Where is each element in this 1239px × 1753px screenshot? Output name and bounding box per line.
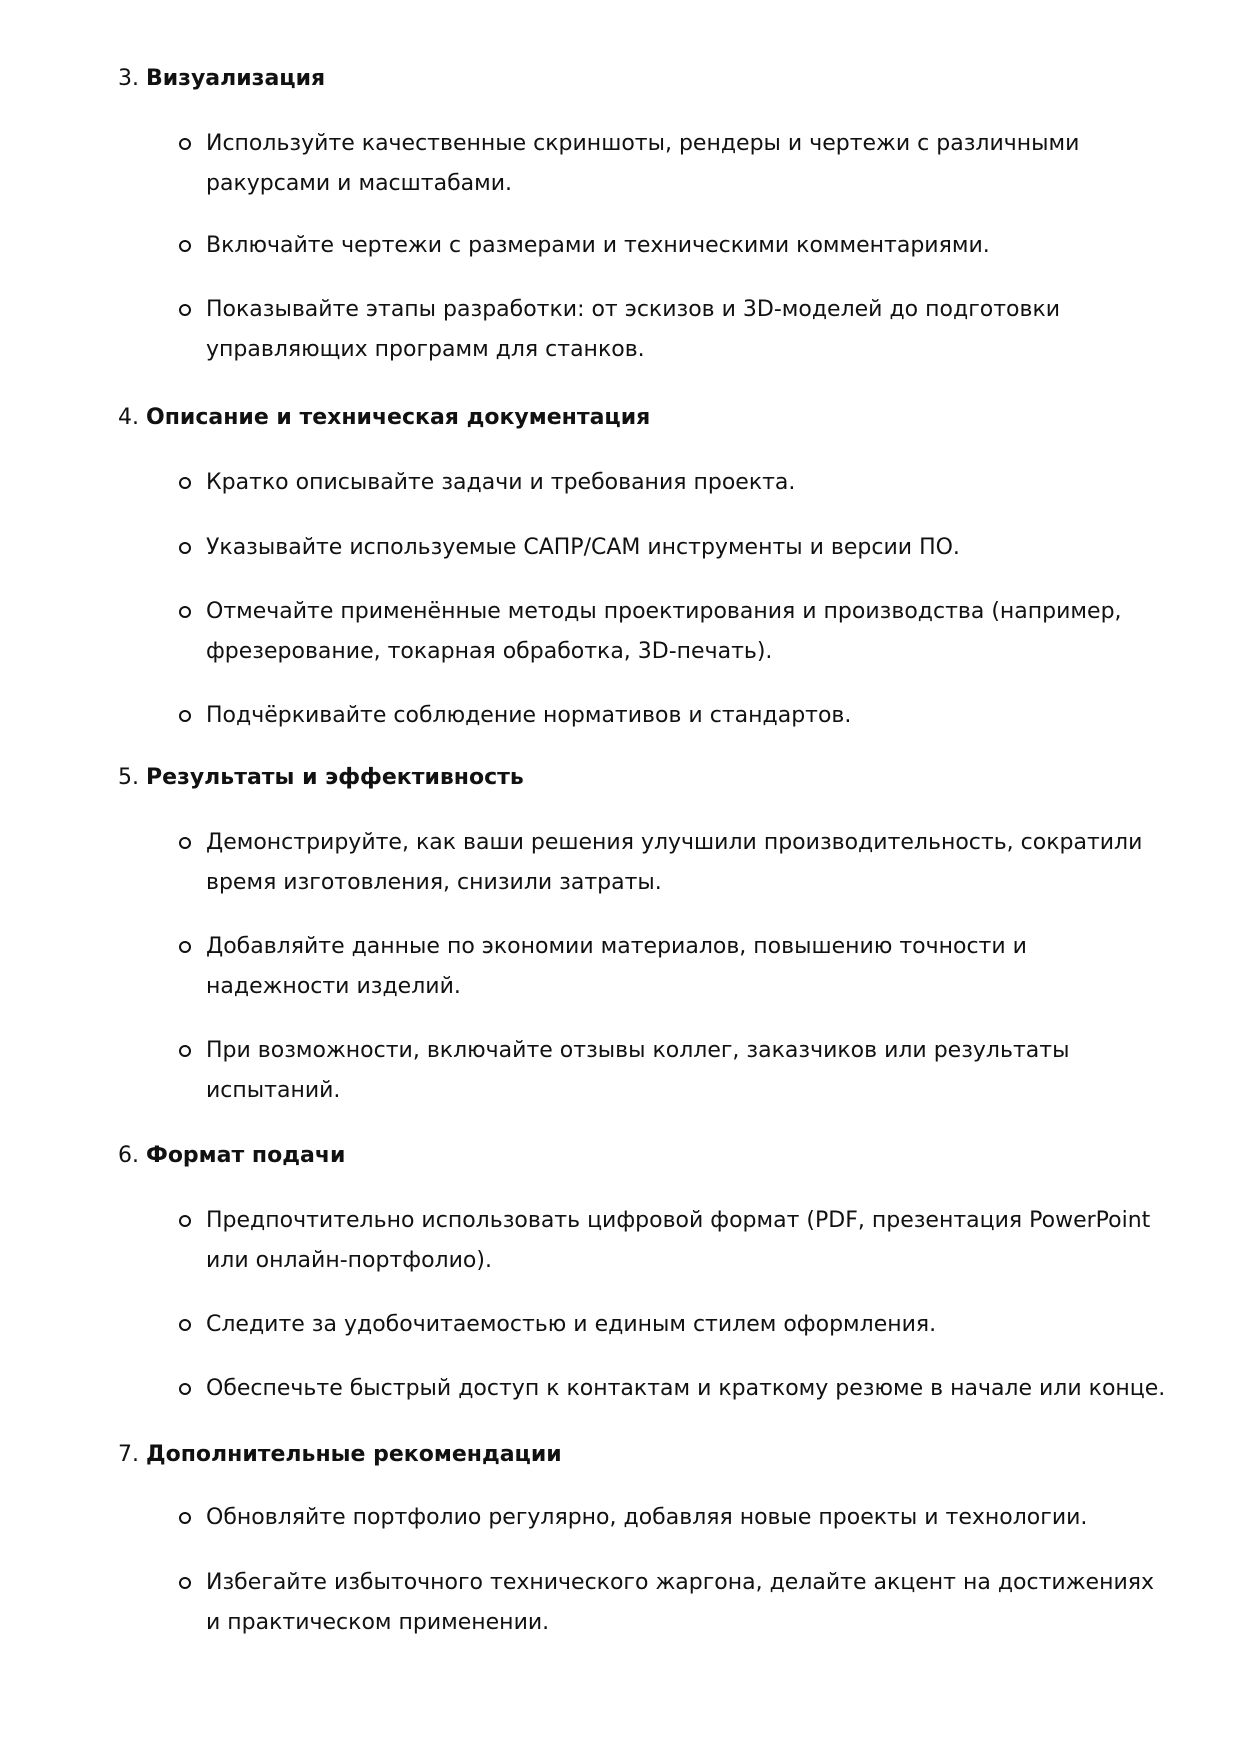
list-item-text: Предпочтительно использовать цифровой формат (PDF, презентация PowerPoint или онлайн-портфолио). xyxy=(206,1208,1151,1273)
section-title: Дополнительные рекомендации xyxy=(146,1442,562,1467)
list-item-text: Включайте чертежи с размерами и техническими комментариями. xyxy=(206,233,990,258)
list-item xyxy=(206,1369,1166,1409)
section-heading-3 xyxy=(118,64,325,94)
list-item xyxy=(206,1201,1166,1281)
list-item-text: Следите за удобочитаемостью и единым стилем оформления. xyxy=(206,1312,937,1337)
list-item-text: Добавляйте данные по экономии материалов, повышению точности и надежности изделий. xyxy=(206,934,1027,999)
list-item xyxy=(206,1305,1166,1345)
section-heading-6 xyxy=(118,1141,345,1171)
bullet-circle-icon xyxy=(179,606,191,618)
list-item xyxy=(206,1563,1166,1643)
section-number: 3. xyxy=(118,66,139,91)
bullet-circle-icon xyxy=(179,710,191,722)
list-item xyxy=(206,1498,1166,1538)
list-item xyxy=(206,823,1166,903)
bullet-circle-icon xyxy=(179,837,191,849)
list-item-text: Подчёркивайте соблюдение нормативов и стандартов. xyxy=(206,703,852,728)
section-heading-7 xyxy=(118,1440,562,1470)
section-heading-5 xyxy=(118,763,524,793)
list-item xyxy=(206,927,1166,1007)
list-item xyxy=(206,226,1166,266)
list-item-text: Используйте качественные скриншоты, рендеры и чертежи с различными ракурсами и масштабами. xyxy=(206,131,1080,196)
list-item-text: Демонстрируйте, как ваши решения улучшили производительность, сократили время изготовления, снизили затраты. xyxy=(206,830,1143,895)
list-item xyxy=(206,1031,1166,1111)
bullet-circle-icon xyxy=(179,138,191,150)
section-title: Формат подачи xyxy=(146,1143,346,1168)
bullet-circle-icon xyxy=(179,1577,191,1589)
bullet-circle-icon xyxy=(179,304,191,316)
bullet-circle-icon xyxy=(179,477,191,489)
bullet-circle-icon xyxy=(179,1383,191,1395)
list-item xyxy=(206,696,1166,736)
bullet-circle-icon xyxy=(179,1045,191,1057)
bullet-circle-icon xyxy=(179,1512,191,1524)
bullet-circle-icon xyxy=(179,941,191,953)
section-title: Визуализация xyxy=(146,66,326,91)
section-heading-4 xyxy=(118,403,650,433)
list-item-text: Обеспечьте быстрый доступ к контактам и краткому резюме в начале или конце. xyxy=(206,1376,1166,1401)
list-item xyxy=(206,124,1166,204)
list-item xyxy=(206,528,1166,568)
list-item xyxy=(206,463,1166,503)
list-item-text: Обновляйте портфолио регулярно, добавляя новые проекты и технологии. xyxy=(206,1505,1088,1530)
list-item-text: При возможности, включайте отзывы коллег, заказчиков или результаты испытаний. xyxy=(206,1038,1070,1103)
list-item xyxy=(206,290,1166,370)
list-item-text: Избегайте избыточного технического жаргона, делайте акцент на достижениях и практическом применении. xyxy=(206,1570,1155,1635)
section-title: Описание и техническая документация xyxy=(146,405,651,430)
bullet-circle-icon xyxy=(179,1215,191,1227)
section-number: 5. xyxy=(118,765,139,790)
list-item-text: Указывайте используемые САПР/CAM инструменты и версии ПО. xyxy=(206,535,960,560)
list-item-text: Отмечайте применённые методы проектирования и производства (например, фрезерование, токарная обработка, 3D-печать). xyxy=(206,599,1122,664)
list-item-text: Показывайте этапы разработки: от эскизов и 3D-моделей до подготовки управляющих программ для станков. xyxy=(206,297,1061,362)
section-title: Результаты и эффективность xyxy=(146,765,524,790)
bullet-circle-icon xyxy=(179,240,191,252)
list-item xyxy=(206,592,1166,672)
list-item-text: Кратко описывайте задачи и требования проекта. xyxy=(206,470,796,495)
bullet-circle-icon xyxy=(179,1319,191,1331)
section-number: 7. xyxy=(118,1442,139,1467)
bullet-circle-icon xyxy=(179,542,191,554)
section-number: 6. xyxy=(118,1143,139,1168)
section-number: 4. xyxy=(118,405,139,430)
